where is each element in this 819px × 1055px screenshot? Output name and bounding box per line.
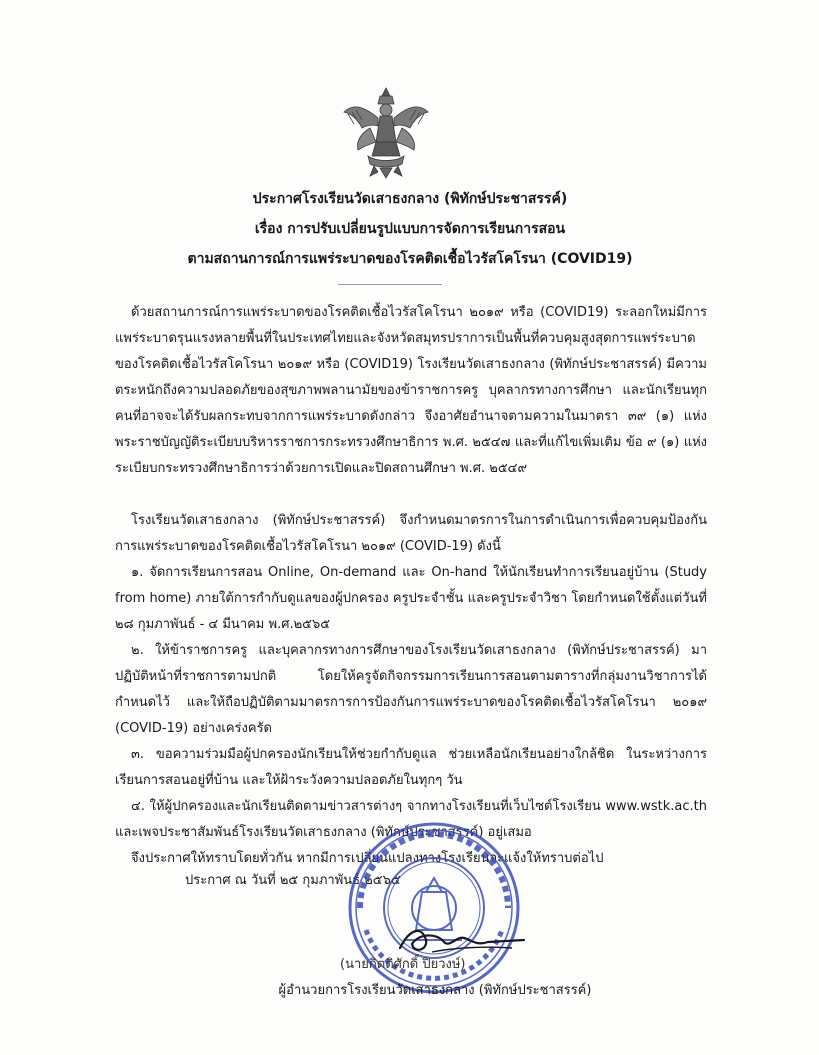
announcement-heading: ประกาศโรงเรียนวัดเสาธงกลาง (พิทักษ์ประชาสรรค์) [252, 191, 568, 207]
measure-item-1: ๑. จัดการเรียนการสอน Online, On-demand และ On-hand ให้นักเรียนทำการเรียนอยู่บ้าน (Study from home) ภายใต้การกำกับดูแลของผู้ปกครอง ครูประจำชั้น และครูประจำวิชา โดยกำหนดใช้ตั้งแต่วันที่ ๒๘ กุมภาพันธ์ - ๔ มีนาคม พ.ศ.๒๕๖๕ [115, 565, 707, 632]
intro-paragraph-block [115, 300, 707, 482]
intro-paragraph: ด้วยสถานการณ์การแพร่ระบาดของโรคติดเชื้อไวรัสโคโรนา ๒๐๑๙ หรือ (COVID19) ระลอกใหม่มีการแพร่ระบาดรุนแรงหลายพื้นที่ในประเทศไทยและจังหวัดสมุทรปราการเป็นพื้นที่ควบคุมสูงสุดการแพร่ระบาดของโรคติดเชื้อไวรัสโคโรนา ๒๐๑๙ หรือ (COVID19) โรงเรียนวัดเสาธงกลาง (พิทักษ์ประชาสรรค์) มีความตระหนักถึงความปลอดภัยของสุขภาพพลานามัยของข้าราชการครู บุคลากรทางการศึกษา และนักเรียนทุกคนที่อาจจะได้รับผลกระทบจากการแพร่ระบาดดังกล่าว จึงอาศัยอำนาจตามความในมาตรา ๓๙ (๑) แห่งพระราชบัญญัติระเบียบบริหารราชการกระทรวงศึกษาธิการ พ.ศ. ๒๕๔๗ และที่แก้ไขเพิ่มเติม ข้อ ๙ (๑) แห่งระเบียบกระทรวงศึกษาธิการว่าด้วยการเปิดและปิดสถานศึกษา พ.ศ. ๒๕๔๙ [115, 305, 707, 476]
measures-block [115, 508, 707, 872]
garuda-emblem-icon [340, 84, 432, 180]
measure-item-2: ๒. ให้ข้าราชการครู และบุคลากรทางการศึกษาของโรงเรียนวัดเสาธงกลาง (พิทักษ์ประชาสรรค์) มาปฏิบัติหน้าที่ราชการตามปกติ โดยให้ครูจัดกิจกรรมการเรียนการสอนตามตารางที่กลุ่มงานวิชาการได้กำหนดไว้ และให้ถือปฏิบัติตามมาตรการการป้องกันการแพร่ระบาดของโรคติดเชื้อไวรัสโคโรนา ๒๐๑๙ (COVID-19) อย่างเคร่งครัด [115, 643, 707, 736]
announcement-subject-line2: ตามสถานการณ์การแพร่ระบาดของโรคติดเชื้อไวรัสโคโรนา (COVID19) [187, 251, 633, 267]
announcement-date: ประกาศ ณ วันที่ ๒๕ กุมภาพันธ์ ๒๕๖๕ [185, 873, 401, 888]
measures-intro: โรงเรียนวัดเสาธงกลาง (พิทักษ์ประชาสรรค์) จึงกำหนดมาตรการในการดำเนินการเพื่อควบคุมป้องกันการแพร่ระบาดของโรคติดเชื้อไวรัสโคโรนา ๒๐๑๙ (COVID-19) ดังนี้ [115, 513, 707, 554]
director-position: ผู้อำนวยการโรงเรียนวัดเสาธงกลาง (พิทักษ์ประชาสรรค์) [278, 983, 592, 998]
announcement-subject: เรื่อง การปรับเปลี่ยนรูปแบบการจัดการเรียนการสอน [254, 221, 566, 237]
title-divider [338, 284, 442, 285]
measure-item-3: ๓. ขอความร่วมมือผู้ปกครองนักเรียนให้ช่วยกำกับดูแล ช่วยเหลือนักเรียนอย่างใกล้ชิด ในระหว่างการเรียนการสอนอยู่ที่บ้าน และให้ฝ้าระวังความปลอดภัยในทุกๆ วัน [115, 747, 707, 788]
announcement-title-block [60, 184, 760, 274]
director-name: (นายกิตติศักดิ์ ปิยวงษ์) [340, 957, 466, 972]
closing-paragraph: จึงประกาศให้ทราบโดยทั่วกัน หากมีการเปลี่ยนแปลงทางโรงเรียนจะแจ้งให้ทราบต่อไป [131, 851, 604, 866]
measure-item-4: ๔. ให้ผู้ปกครองและนักเรียนติดตามข่าวสารต่างๆ จากทางโรงเรียนที่เว็บไซต์โรงเรียน www.wstk.ac.th และเพจประชาสัมพันธ์โรงเรียนวัดเสาธงกลาง (พิทักษ์ประชาสรรค์) อยู่เสมอ [115, 799, 707, 840]
